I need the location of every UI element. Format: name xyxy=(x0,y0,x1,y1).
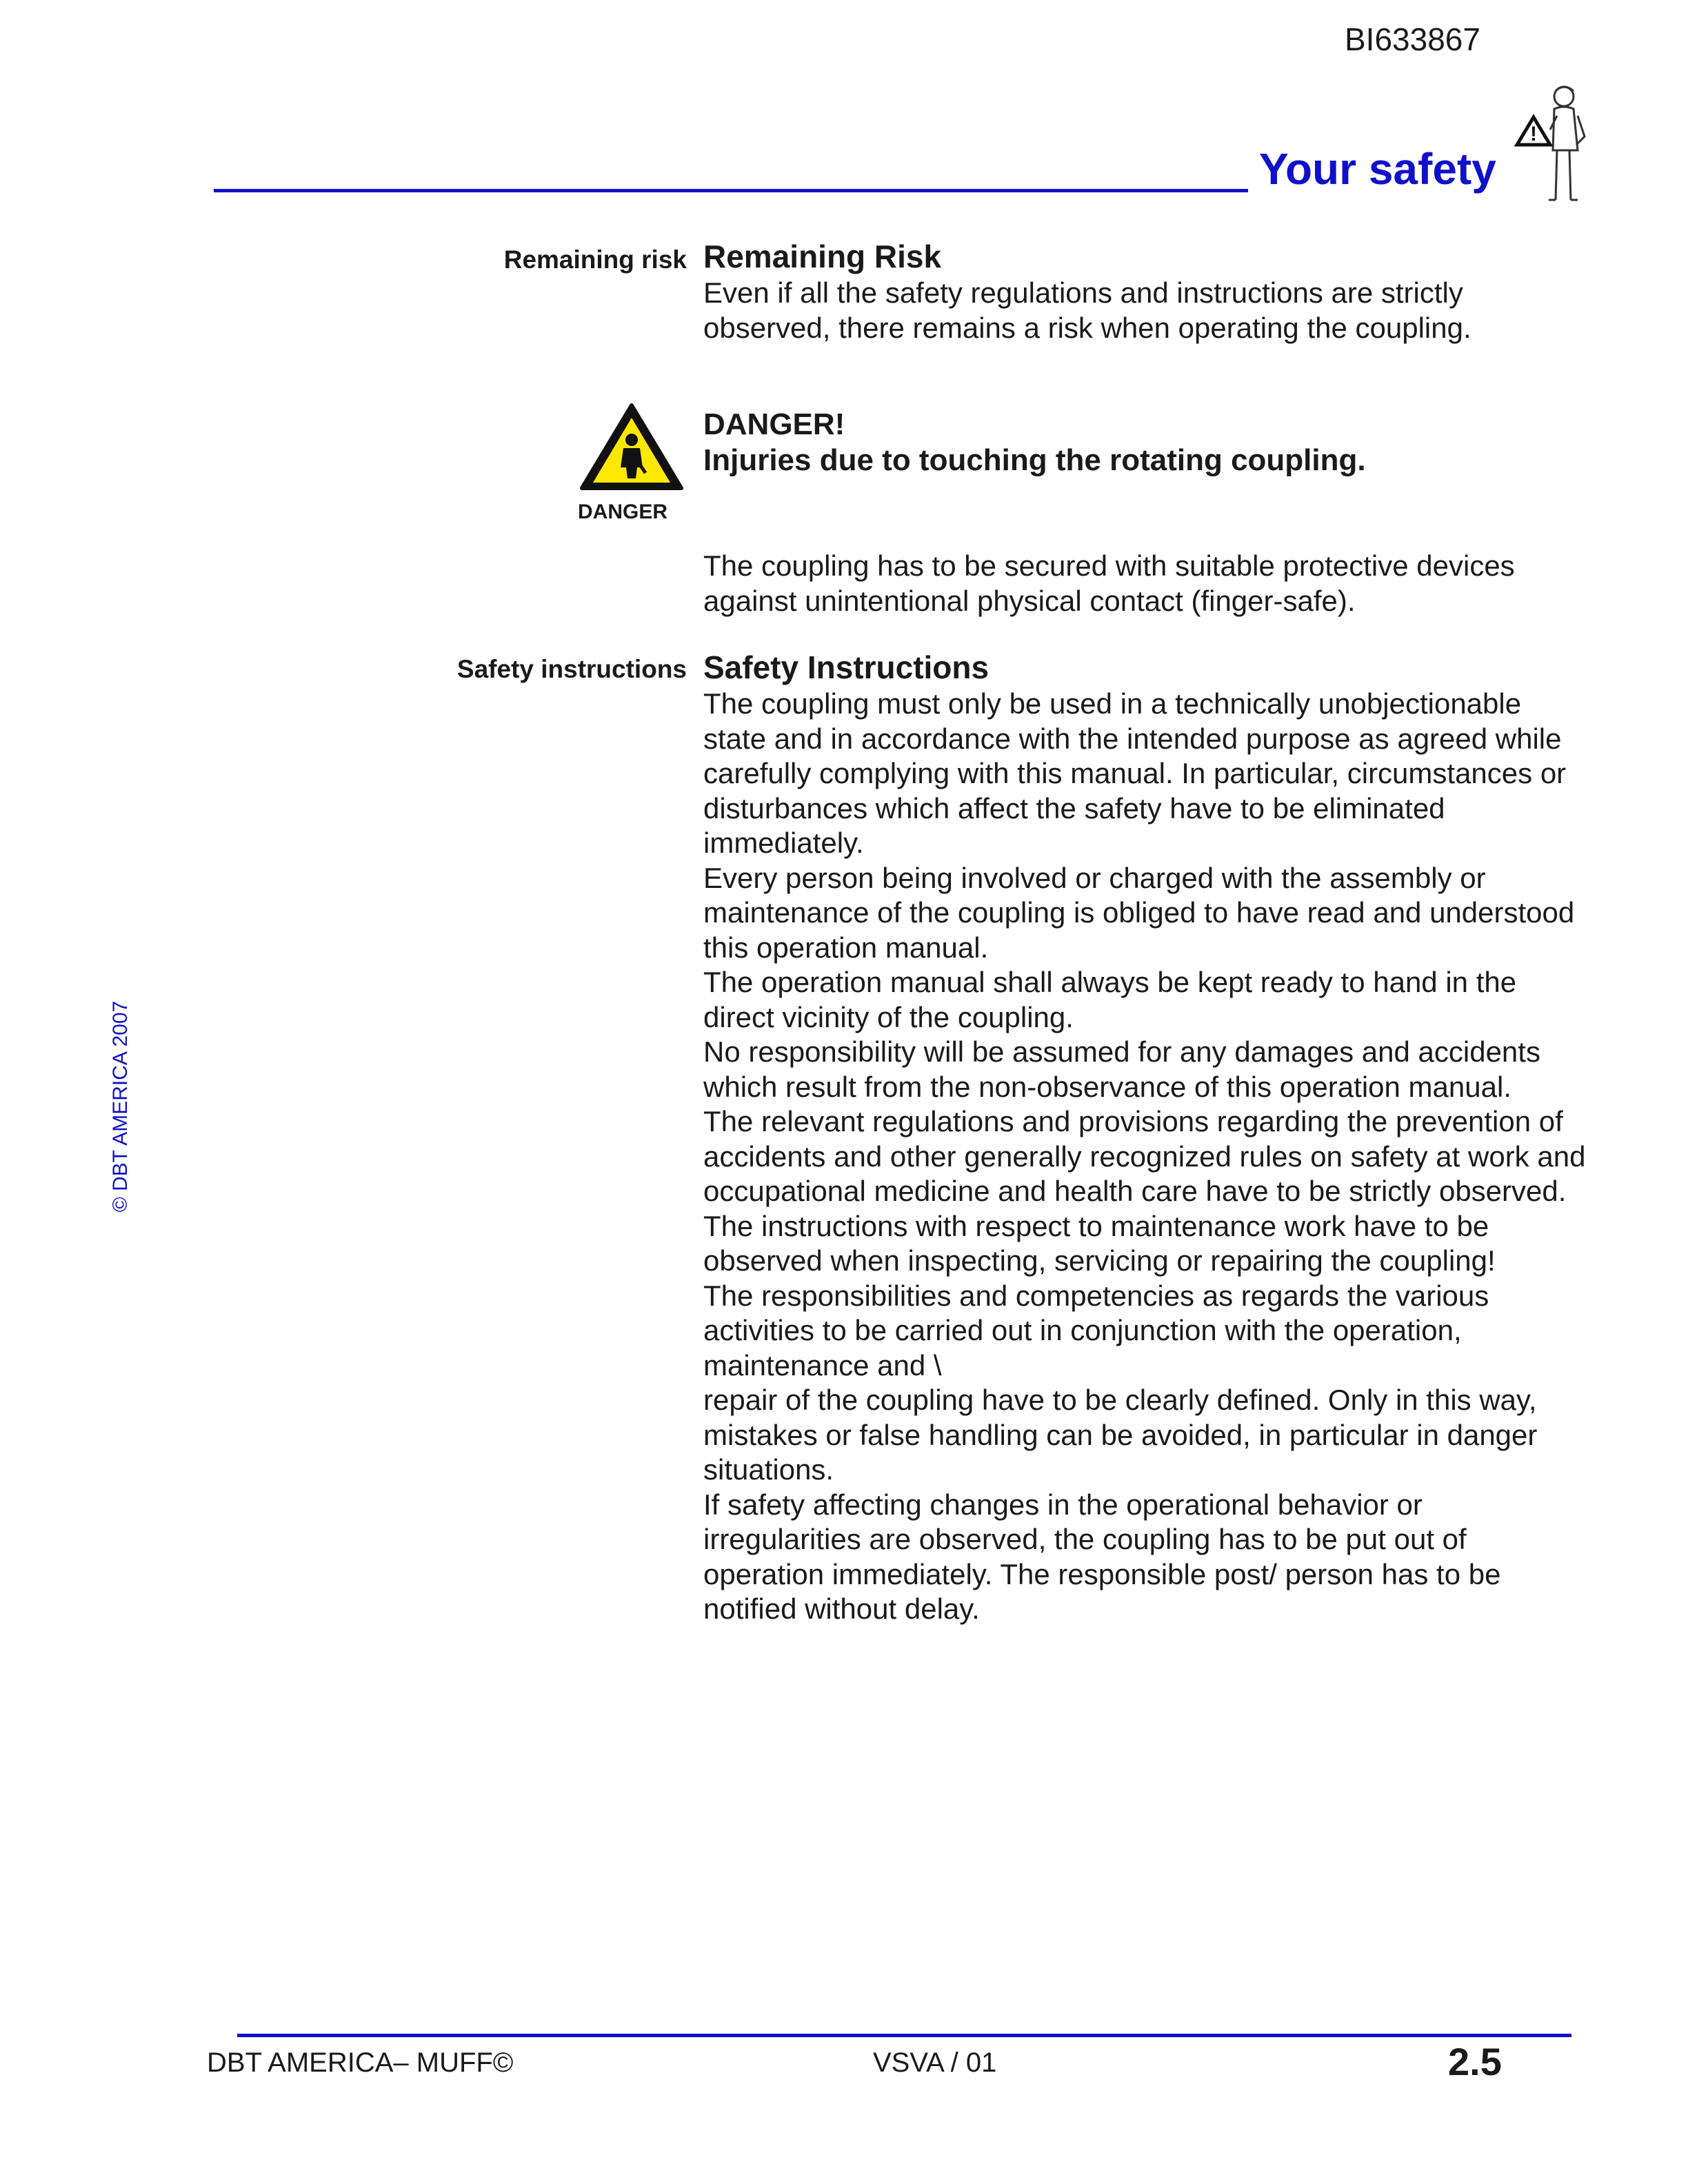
danger-section xyxy=(703,407,1586,478)
danger-icon-label: DANGER xyxy=(578,501,668,523)
danger-text-block xyxy=(703,549,1586,618)
remaining-risk-section xyxy=(703,237,1586,345)
safety-paragraph: The coupling must only be used in a technically unobjectionable state and in accordance with the intended purpose as agreed while carefully complying with this manual. In particular, circumstances or disturbances which affect the safety have to be eliminated immediately. xyxy=(703,687,1567,859)
page-title: Your safety xyxy=(1259,144,1496,194)
page-number: 2.5 xyxy=(1448,2040,1502,2083)
safety-paragraph-continued: repair of the coupling have to be clearly defined. Only in this way, mistakes or false handling can be avoided, in particular in danger situations. xyxy=(703,1384,1538,1486)
safety-instructions-section xyxy=(703,648,1586,1627)
danger-text: The coupling has to be secured with suitable protective devices against unintentional physical contact (finger-safe). xyxy=(703,549,1515,617)
safety-paragraph: The relevant regulations and provisions regarding the prevention of accidents and other generally recognized rules on safety at work and occupational medicine and health care have to be strictly observed. xyxy=(703,1105,1586,1207)
safety-paragraph: The responsibilities and competencies as regards the various activities to be carried out in conjunction with the operation, maintenance and \ xyxy=(703,1279,1489,1382)
side-label-safety-instructions: Safety instructions xyxy=(456,655,687,683)
danger-title: DANGER! xyxy=(703,407,845,441)
safety-paragraph: The instructions with respect to maintenance work have to be observed when inspecting, servicing or repairing the coupling! xyxy=(703,1209,1496,1277)
safety-paragraph: The operation manual shall always be kept ready to hand in the direct vicinity of the coupling. xyxy=(703,966,1517,1033)
remaining-risk-text: Even if all the safety regulations and instructions are strictly observed, there remains a risk when operating the coupling. xyxy=(703,276,1471,344)
document-id: BI633867 xyxy=(1345,21,1480,57)
header-rule xyxy=(214,189,1248,192)
danger-warning-icon xyxy=(578,401,685,492)
safety-paragraph: If safety affecting changes in the operational behavior or irregularities are observed, the coupling has to be put out of operation immediately. The responsible post/ person has to be notified without delay. xyxy=(703,1488,1501,1625)
footer-company: DBT AMERICA– MUFF© xyxy=(207,2048,514,2078)
side-label-remaining-risk: Remaining risk xyxy=(503,245,687,274)
copyright-notice: © DBT AMERICA 2007 xyxy=(109,1000,132,1213)
remaining-risk-heading: Remaining Risk xyxy=(703,239,942,274)
safety-instructions-heading: Safety Instructions xyxy=(703,649,989,685)
safety-paragraph: Every person being involved or charged with the assembly or maintenance of the coupling is obliged to have read and understood this operation manual. xyxy=(703,861,1575,964)
safety-worker-icon xyxy=(1514,81,1590,205)
safety-paragraph: No responsibility will be assumed for any damages and accidents which result from the non-observance of this operation manual. xyxy=(703,1035,1540,1103)
svg-text:!: ! xyxy=(1530,123,1537,145)
danger-subtitle: Injuries due to touching the rotating coupling. xyxy=(703,443,1366,477)
footer-version: VSVA / 01 xyxy=(873,2048,997,2078)
footer-rule xyxy=(237,2034,1571,2037)
